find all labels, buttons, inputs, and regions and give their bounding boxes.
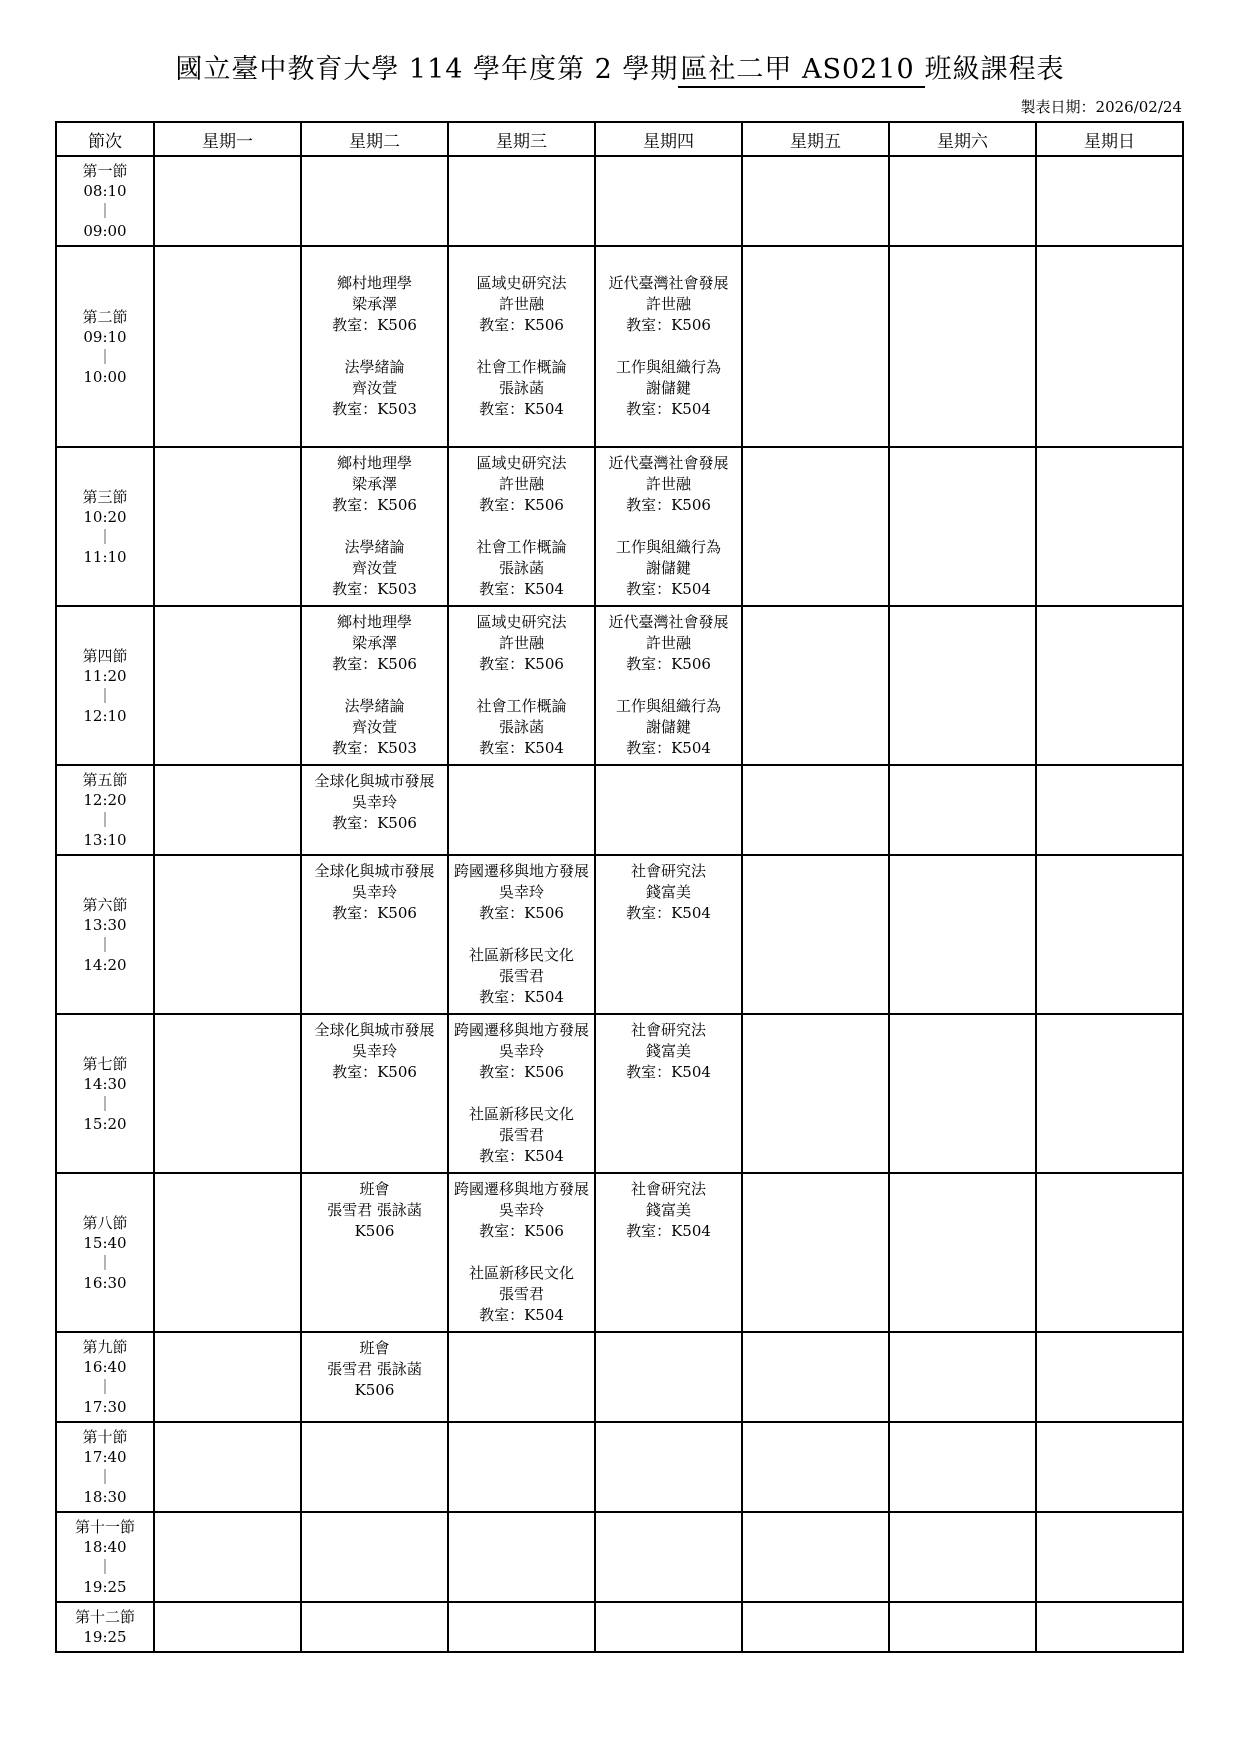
day-column-header: 星期五 xyxy=(742,122,889,156)
course-line xyxy=(451,336,592,357)
schedule-cell xyxy=(154,246,301,447)
schedule-cell xyxy=(1036,1512,1183,1602)
schedule-cell xyxy=(595,246,742,447)
course-line xyxy=(598,675,739,696)
schedule-cell xyxy=(154,156,301,246)
schedule-cell xyxy=(154,1332,301,1422)
schedule-cell xyxy=(154,855,301,1014)
course-line: 法學緒論 xyxy=(344,697,405,715)
schedule-cell xyxy=(889,765,1036,855)
schedule-cell xyxy=(448,1173,595,1332)
course-line: 錢富美 xyxy=(645,883,691,901)
course-line: 張雪君 張詠菡 xyxy=(327,1201,422,1219)
schedule-cell xyxy=(154,765,301,855)
course-line: 跨國遷移與地方發展 xyxy=(453,1021,589,1039)
period-line: 第三節 xyxy=(82,487,128,506)
course-line xyxy=(304,252,445,273)
course-line: 近代臺灣社會發展 xyxy=(608,274,729,292)
schedule-table xyxy=(55,121,1184,1653)
table-row xyxy=(56,447,1183,606)
period-cell xyxy=(56,855,154,1014)
period-line: 15:20 xyxy=(83,1114,127,1133)
period-line: 第四節 xyxy=(82,646,128,665)
course-line: 教室：K504 xyxy=(479,580,564,598)
schedule-cell xyxy=(301,447,448,606)
schedule-cell xyxy=(595,1332,742,1422)
schedule-cell xyxy=(742,1602,889,1652)
course-line: 吳幸玲 xyxy=(351,793,397,811)
course-line: 謝儲鍵 xyxy=(645,559,691,577)
schedule-cell xyxy=(742,447,889,606)
schedule-cell xyxy=(448,1014,595,1173)
period-line: 12:10 xyxy=(83,706,127,725)
report-date: 製表日期：2026/02/24 xyxy=(1020,98,1182,116)
course-line: 工作與組織行為 xyxy=(615,697,721,715)
course-line: 張詠菡 xyxy=(498,559,544,577)
course-line: 吳幸玲 xyxy=(498,1201,544,1219)
table-row xyxy=(56,855,1183,1014)
course-line: 吳幸玲 xyxy=(498,1042,544,1060)
period-line: 第九節 xyxy=(82,1338,128,1356)
period-line: ｜ xyxy=(97,1094,113,1113)
schedule-cell xyxy=(889,1602,1036,1652)
course-line: 謝儲鍵 xyxy=(645,379,691,397)
course-line: 張雪君 xyxy=(498,1285,544,1303)
schedule-cell xyxy=(1036,1332,1183,1422)
schedule-cell xyxy=(595,1014,742,1173)
schedule-cell xyxy=(154,1014,301,1173)
course-line: 社會工作概論 xyxy=(476,358,567,376)
schedule-cell xyxy=(889,1422,1036,1512)
period-cell xyxy=(56,1332,154,1422)
schedule-cell xyxy=(742,246,889,447)
schedule-cell xyxy=(154,1422,301,1512)
schedule-cell xyxy=(889,606,1036,765)
schedule-cell xyxy=(595,606,742,765)
period-line: 10:20 xyxy=(83,507,127,526)
schedule-cell xyxy=(154,606,301,765)
schedule-cell xyxy=(889,1014,1036,1173)
schedule-cell xyxy=(595,1173,742,1332)
table-row xyxy=(56,1173,1183,1332)
schedule-cell xyxy=(889,1512,1036,1602)
course-line: 區域史研究法 xyxy=(476,454,567,472)
table-row xyxy=(56,246,1183,447)
schedule-cell xyxy=(889,1173,1036,1332)
schedule-cell xyxy=(742,1512,889,1602)
course-line xyxy=(304,675,445,696)
schedule-cell xyxy=(301,156,448,246)
course-line: 教室：K506 xyxy=(626,655,711,673)
schedule-cell xyxy=(301,765,448,855)
period-line: ｜ xyxy=(97,1253,113,1272)
table-row xyxy=(56,156,1183,246)
schedule-cell xyxy=(595,1422,742,1512)
course-line: 梁承澤 xyxy=(351,634,397,652)
course-line: 吳幸玲 xyxy=(498,883,544,901)
course-line: 社會工作概論 xyxy=(476,697,567,715)
course-line xyxy=(451,1083,592,1104)
course-line: 教室：K506 xyxy=(479,496,564,514)
course-line: 教室：K506 xyxy=(479,904,564,922)
period-line: 第一節 xyxy=(82,162,128,180)
course-line: 梁承澤 xyxy=(351,295,397,313)
schedule-cell xyxy=(889,156,1036,246)
course-line xyxy=(451,924,592,945)
course-line: 許世融 xyxy=(645,634,691,652)
course-line: 工作與組織行為 xyxy=(615,358,721,376)
course-line: 鄉村地理學 xyxy=(336,274,412,292)
course-line: 社會研究法 xyxy=(630,862,706,880)
course-line: 全球化與城市發展 xyxy=(314,1021,435,1039)
course-line xyxy=(451,516,592,537)
schedule-cell xyxy=(742,765,889,855)
course-line: K506 xyxy=(354,1222,395,1240)
period-line: 09:10 xyxy=(83,327,127,346)
course-line: 張雪君 xyxy=(498,1126,544,1144)
schedule-cell xyxy=(742,1014,889,1173)
course-line: 教室：K506 xyxy=(332,904,417,922)
schedule-cell xyxy=(448,246,595,447)
period-line: 16:30 xyxy=(83,1273,127,1292)
course-line: 法學緒論 xyxy=(344,538,405,556)
course-line xyxy=(451,420,592,441)
course-line xyxy=(304,336,445,357)
schedule-cell xyxy=(595,855,742,1014)
period-cell xyxy=(56,606,154,765)
course-line: 錢富美 xyxy=(645,1201,691,1219)
course-line: 教室：K506 xyxy=(626,496,711,514)
period-line: 14:30 xyxy=(83,1074,127,1093)
schedule-cell xyxy=(742,606,889,765)
period-line: 第十二節 xyxy=(74,1608,135,1626)
table-row xyxy=(56,1512,1183,1602)
schedule-cell xyxy=(889,246,1036,447)
schedule-cell xyxy=(1036,1602,1183,1652)
course-line: 許世融 xyxy=(498,295,544,313)
course-line: 教室：K506 xyxy=(479,1063,564,1081)
day-column-header: 星期三 xyxy=(448,122,595,156)
course-line: 全球化與城市發展 xyxy=(314,862,435,880)
schedule-cell xyxy=(301,1512,448,1602)
course-line xyxy=(304,420,445,441)
schedule-cell xyxy=(154,1602,301,1652)
schedule-cell xyxy=(742,855,889,1014)
table-row xyxy=(56,1422,1183,1512)
course-line: 教室：K506 xyxy=(479,655,564,673)
course-line: 齊汝萱 xyxy=(351,379,397,397)
schedule-cell xyxy=(1036,447,1183,606)
schedule-cell xyxy=(301,855,448,1014)
schedule-cell xyxy=(154,447,301,606)
table-row xyxy=(56,765,1183,855)
period-line: 15:40 xyxy=(83,1233,127,1252)
period-cell xyxy=(56,1014,154,1173)
period-line: 第二節 xyxy=(82,307,128,326)
course-line: 教室：K504 xyxy=(626,400,711,418)
period-line: 16:40 xyxy=(83,1358,127,1376)
course-line: 近代臺灣社會發展 xyxy=(608,454,729,472)
schedule-body xyxy=(56,156,1183,1652)
schedule-cell xyxy=(448,855,595,1014)
period-cell xyxy=(56,765,154,855)
course-line: 社區新移民文化 xyxy=(468,946,574,964)
course-line: 全球化與城市發展 xyxy=(314,772,435,790)
course-line xyxy=(598,336,739,357)
schedule-cell xyxy=(595,1602,742,1652)
course-line: 張詠菡 xyxy=(498,379,544,397)
period-line: 17:40 xyxy=(83,1448,127,1466)
period-line: 13:10 xyxy=(83,831,127,849)
period-cell xyxy=(56,246,154,447)
period-line: 第七節 xyxy=(82,1054,128,1073)
course-line: 吳幸玲 xyxy=(351,883,397,901)
course-line xyxy=(451,675,592,696)
course-line: 社會工作概論 xyxy=(476,538,567,556)
course-line xyxy=(451,1242,592,1263)
period-line: 19:25 xyxy=(83,1578,127,1596)
course-line: 班會 xyxy=(359,1180,390,1198)
period-line: 19:25 xyxy=(83,1628,127,1646)
period-line: 第五節 xyxy=(82,771,128,789)
period-line: ｜ xyxy=(97,686,113,705)
period-column-header: 節次 xyxy=(56,122,154,156)
period-line: 18:40 xyxy=(83,1538,127,1556)
schedule-cell xyxy=(301,1602,448,1652)
day-column-header: 星期二 xyxy=(301,122,448,156)
course-line: 跨國遷移與地方發展 xyxy=(453,1180,589,1198)
period-line: 11:10 xyxy=(83,547,127,566)
course-line: 教室：K504 xyxy=(626,1222,711,1240)
schedule-cell xyxy=(1036,246,1183,447)
schedule-cell xyxy=(1036,1173,1183,1332)
course-line: 教室：K504 xyxy=(479,400,564,418)
schedule-cell xyxy=(154,1173,301,1332)
period-line: ｜ xyxy=(97,811,113,829)
course-line: 教室：K506 xyxy=(332,814,417,832)
day-column-header: 星期日 xyxy=(1036,122,1183,156)
schedule-cell xyxy=(301,1014,448,1173)
schedule-cell xyxy=(742,156,889,246)
schedule-cell xyxy=(1036,765,1183,855)
schedule-cell xyxy=(1036,606,1183,765)
period-line: 17:30 xyxy=(83,1398,127,1416)
schedule-cell xyxy=(742,1173,889,1332)
course-line: 張詠菡 xyxy=(498,718,544,736)
course-line: 近代臺灣社會發展 xyxy=(608,613,729,631)
schedule-cell xyxy=(448,156,595,246)
course-line: 教室：K503 xyxy=(332,580,417,598)
period-line: 第六節 xyxy=(82,895,128,914)
schedule-cell xyxy=(595,156,742,246)
course-line: 鄉村地理學 xyxy=(336,613,412,631)
schedule-cell xyxy=(595,765,742,855)
schedule-cell xyxy=(1036,156,1183,246)
period-line: 18:30 xyxy=(83,1488,127,1506)
course-line: 梁承澤 xyxy=(351,475,397,493)
title-prefix: 國立臺中教育大學 114 學年度第 2 學期 xyxy=(175,54,679,85)
period-line: 12:20 xyxy=(83,791,127,809)
course-line: 謝儲鍵 xyxy=(645,718,691,736)
period-cell xyxy=(56,1173,154,1332)
course-line: 教室：K506 xyxy=(626,316,711,334)
period-line: 第十節 xyxy=(82,1428,128,1446)
schedule-cell xyxy=(595,1512,742,1602)
period-cell xyxy=(56,447,154,606)
schedule-cell xyxy=(889,855,1036,1014)
course-line: 教室：K506 xyxy=(479,1222,564,1240)
period-line: ｜ xyxy=(97,1558,113,1576)
table-row xyxy=(56,1014,1183,1173)
page-title xyxy=(0,0,1240,88)
period-cell xyxy=(56,156,154,246)
period-line: ｜ xyxy=(97,1378,113,1396)
schedule-cell xyxy=(595,447,742,606)
table-row xyxy=(56,1332,1183,1422)
course-line: 工作與組織行為 xyxy=(615,538,721,556)
course-line: 教室：K504 xyxy=(626,1063,711,1081)
course-line xyxy=(598,516,739,537)
period-line: ｜ xyxy=(97,202,113,220)
course-line: 社區新移民文化 xyxy=(468,1264,574,1282)
course-line: 教室：K504 xyxy=(626,580,711,598)
period-line: ｜ xyxy=(97,527,113,546)
course-line: 教室：K504 xyxy=(626,904,711,922)
course-line: 教室：K506 xyxy=(332,655,417,673)
course-line: 張雪君 xyxy=(498,967,544,985)
course-line: 齊汝萱 xyxy=(351,718,397,736)
schedule-cell xyxy=(448,1512,595,1602)
period-line: 10:00 xyxy=(83,367,127,386)
schedule-cell xyxy=(448,1422,595,1512)
course-line xyxy=(598,252,739,273)
course-line: 教室：K506 xyxy=(479,316,564,334)
course-line: 教室：K504 xyxy=(479,988,564,1006)
course-line: 教室：K503 xyxy=(332,739,417,757)
schedule-cell xyxy=(448,447,595,606)
period-cell xyxy=(56,1422,154,1512)
course-line: 社會研究法 xyxy=(630,1021,706,1039)
course-line: 區域史研究法 xyxy=(476,274,567,292)
period-line: 第八節 xyxy=(82,1213,128,1232)
course-line: 跨國遷移與地方發展 xyxy=(453,862,589,880)
period-cell xyxy=(56,1512,154,1602)
title-suffix: 班級課程表 xyxy=(924,54,1065,85)
period-line: 第十一節 xyxy=(74,1518,135,1536)
course-line: 齊汝萱 xyxy=(351,559,397,577)
schedule-cell xyxy=(889,1332,1036,1422)
table-row xyxy=(56,1602,1183,1652)
day-column-header: 星期四 xyxy=(595,122,742,156)
course-line: 許世融 xyxy=(645,295,691,313)
course-line: 班會 xyxy=(359,1339,390,1357)
course-line: 社會研究法 xyxy=(630,1180,706,1198)
schedule-cell xyxy=(448,1332,595,1422)
schedule-cell xyxy=(1036,1422,1183,1512)
period-line: ｜ xyxy=(97,935,113,954)
course-line: 教室：K506 xyxy=(332,316,417,334)
day-column-header: 星期一 xyxy=(154,122,301,156)
header-row xyxy=(56,122,1183,156)
course-line: 吳幸玲 xyxy=(351,1042,397,1060)
schedule-cell xyxy=(1036,1014,1183,1173)
schedule-cell xyxy=(448,1602,595,1652)
course-line: 社區新移民文化 xyxy=(468,1105,574,1123)
schedule-cell xyxy=(301,1173,448,1332)
schedule-cell xyxy=(742,1422,889,1512)
period-cell xyxy=(56,1602,154,1652)
schedule-cell xyxy=(448,606,595,765)
schedule-cell xyxy=(448,765,595,855)
course-line xyxy=(598,420,739,441)
table-row xyxy=(56,606,1183,765)
schedule-cell xyxy=(301,1332,448,1422)
period-line: ｜ xyxy=(97,1468,113,1486)
period-line: 09:00 xyxy=(83,222,127,240)
schedule-cell xyxy=(301,1422,448,1512)
course-line: 教室：K506 xyxy=(332,496,417,514)
period-line: ｜ xyxy=(97,347,113,366)
course-line: 張雪君 張詠菡 xyxy=(327,1360,422,1378)
course-line: 許世融 xyxy=(498,475,544,493)
schedule-cell xyxy=(301,606,448,765)
schedule-cell xyxy=(154,1512,301,1602)
schedule-cell xyxy=(1036,855,1183,1014)
course-line xyxy=(451,252,592,273)
period-line: 08:10 xyxy=(83,182,127,200)
period-line: 14:20 xyxy=(83,955,127,974)
course-line: 教室：K504 xyxy=(479,739,564,757)
schedule-cell xyxy=(742,1332,889,1422)
schedule-cell xyxy=(889,447,1036,606)
course-line: 教室：K504 xyxy=(479,1147,564,1165)
course-line: 區域史研究法 xyxy=(476,613,567,631)
schedule-cell xyxy=(301,246,448,447)
day-column-header: 星期六 xyxy=(889,122,1036,156)
course-line: 錢富美 xyxy=(645,1042,691,1060)
course-line: 鄉村地理學 xyxy=(336,454,412,472)
course-line: K506 xyxy=(354,1381,395,1399)
course-line xyxy=(304,516,445,537)
course-line: 法學緒論 xyxy=(344,358,405,376)
course-line: 許世融 xyxy=(645,475,691,493)
course-line: 許世融 xyxy=(498,634,544,652)
period-line: 13:30 xyxy=(83,915,127,934)
period-line: 11:20 xyxy=(83,666,127,685)
course-line: 教室：K506 xyxy=(332,1063,417,1081)
course-line: 教室：K504 xyxy=(626,739,711,757)
course-line: 教室：K503 xyxy=(332,400,417,418)
course-line: 教室：K504 xyxy=(479,1306,564,1324)
title-class-code: 區社二甲 AS0210 xyxy=(678,54,924,88)
